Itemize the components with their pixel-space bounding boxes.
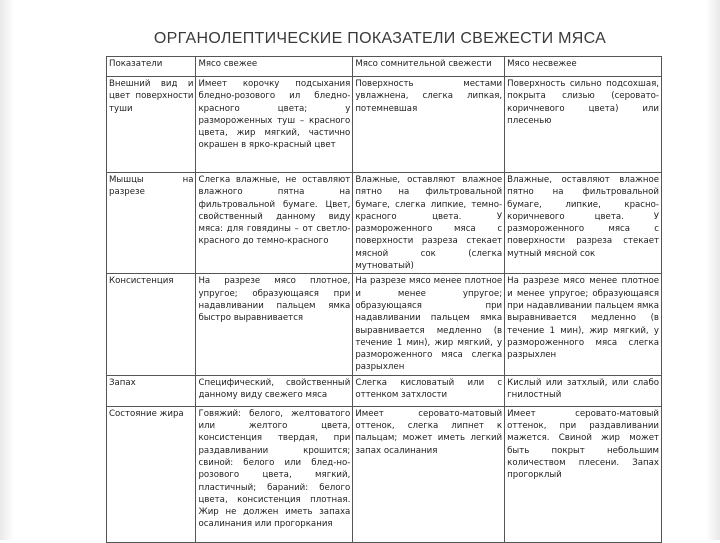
cell-indicator: Консистенция	[107, 274, 196, 375]
cell-stale: Поверхность сильно подсохшая, покрыта слизью (серовато-коричневого цвета) или плесенью	[505, 77, 662, 173]
table-row	[107, 375, 662, 406]
cell-fresh: Специфический, свойственный данному виду свежего мяса	[196, 375, 353, 406]
table-row	[107, 173, 662, 274]
table-row	[107, 77, 662, 173]
freshness-table	[106, 56, 662, 543]
cell-fresh: На разрезе мясо плотное, упругое; образующаяся при надавливании пальцем ямка быстро выравнивается	[196, 274, 353, 375]
cell-doubtful: На разрезе мясо менее плотное и менее упругое; образующаяся при надавливании пальцем ямка выравнивается медленно (в течение 1 мин), жир мягкий, у размороженного мяса слегка разрыхлен	[353, 274, 505, 375]
cell-fresh: Слегка влажные, не оставляют влажного пятна на фильтровальной бумаге. Цвет, свойственный данному виду мяса: для говядины – от светло-красного до темно-красного	[196, 173, 353, 274]
cell-fresh: Говяжий: белого, желтоватого или желтого цвета, консистенция твердая, при раздавливании крошится; свиной: белого или блед-но-розового цвета, мягкий, пластичный; бараний: белого цвета, консистенция плотная. Жир не должен иметь запаха осалинания или прогоркания	[196, 406, 353, 542]
cell-stale: Влажные, оставляют влажное пятно на фильтровальной бумаге, липкие, красно-коричневого цвета. У размороженного мяса с поверхности разреза стекает мутный мясной сок	[505, 173, 662, 274]
header-fresh: Мясо свежее	[196, 57, 353, 77]
cell-doubtful: Поверхность местами увлажнена, слегка липкая, потемневшая	[353, 77, 505, 173]
cell-stale: На разрезе мясо менее плотное и менее упругое; образующаяся при надавливании пальцем ямка выравнивается медленно (в течение 1 мин), жир мягкий, у размороженного мяса слегка разрыхлен	[505, 274, 662, 375]
cell-doubtful: Влажные, оставляют влажное пятно на фильтровальной бумаге, слегка липкие, темно-красного цвета. У размороженного мяса с поверхности разреза стекает мясной сок (слегка мутноватый)	[353, 173, 505, 274]
cell-doubtful: Имеет серовато-матовый оттенок, слегка липнет к пальцам; может иметь легкий запах осалинания	[353, 406, 505, 542]
cell-indicator: Внешний вид и цвет поверхности туши	[107, 77, 196, 173]
cell-indicator: Состояние жира	[107, 406, 196, 542]
slide-title: ОРГАНОЛЕПТИЧЕСКИЕ ПОКАЗАТЕЛИ СВЕЖЕСТИ МЯСА	[153, 30, 607, 47]
table-row	[107, 406, 662, 542]
table-row	[107, 274, 662, 375]
header-stale: Мясо несвежее	[505, 57, 662, 77]
header-doubtful: Мясо сомнительной свежести	[353, 57, 505, 77]
cell-indicator: Запах	[107, 375, 196, 406]
cell-stale: Кислый или затхлый, или слабо гнилостный	[505, 375, 662, 406]
header-indicator: Показатели	[107, 57, 196, 77]
cell-doubtful: Слегка кисловатый или с оттенком затхлости	[353, 375, 505, 406]
cell-indicator: Мышцы на разрезе	[107, 173, 196, 274]
table-header-row	[107, 57, 662, 77]
cell-fresh: Имеет корочку подсыхания бледно-розового ил бледно-красного цвета; у размороженных туш – красного цвета, жир мягкий, частично окрашен в ярко-красный цвет	[196, 77, 353, 173]
cell-stale: Имеет серовато-матовый оттенок, при раздавливании мажется. Свиной жир может быть покрыт небольшим количеством плесени. Запах прогорклый	[505, 406, 662, 542]
